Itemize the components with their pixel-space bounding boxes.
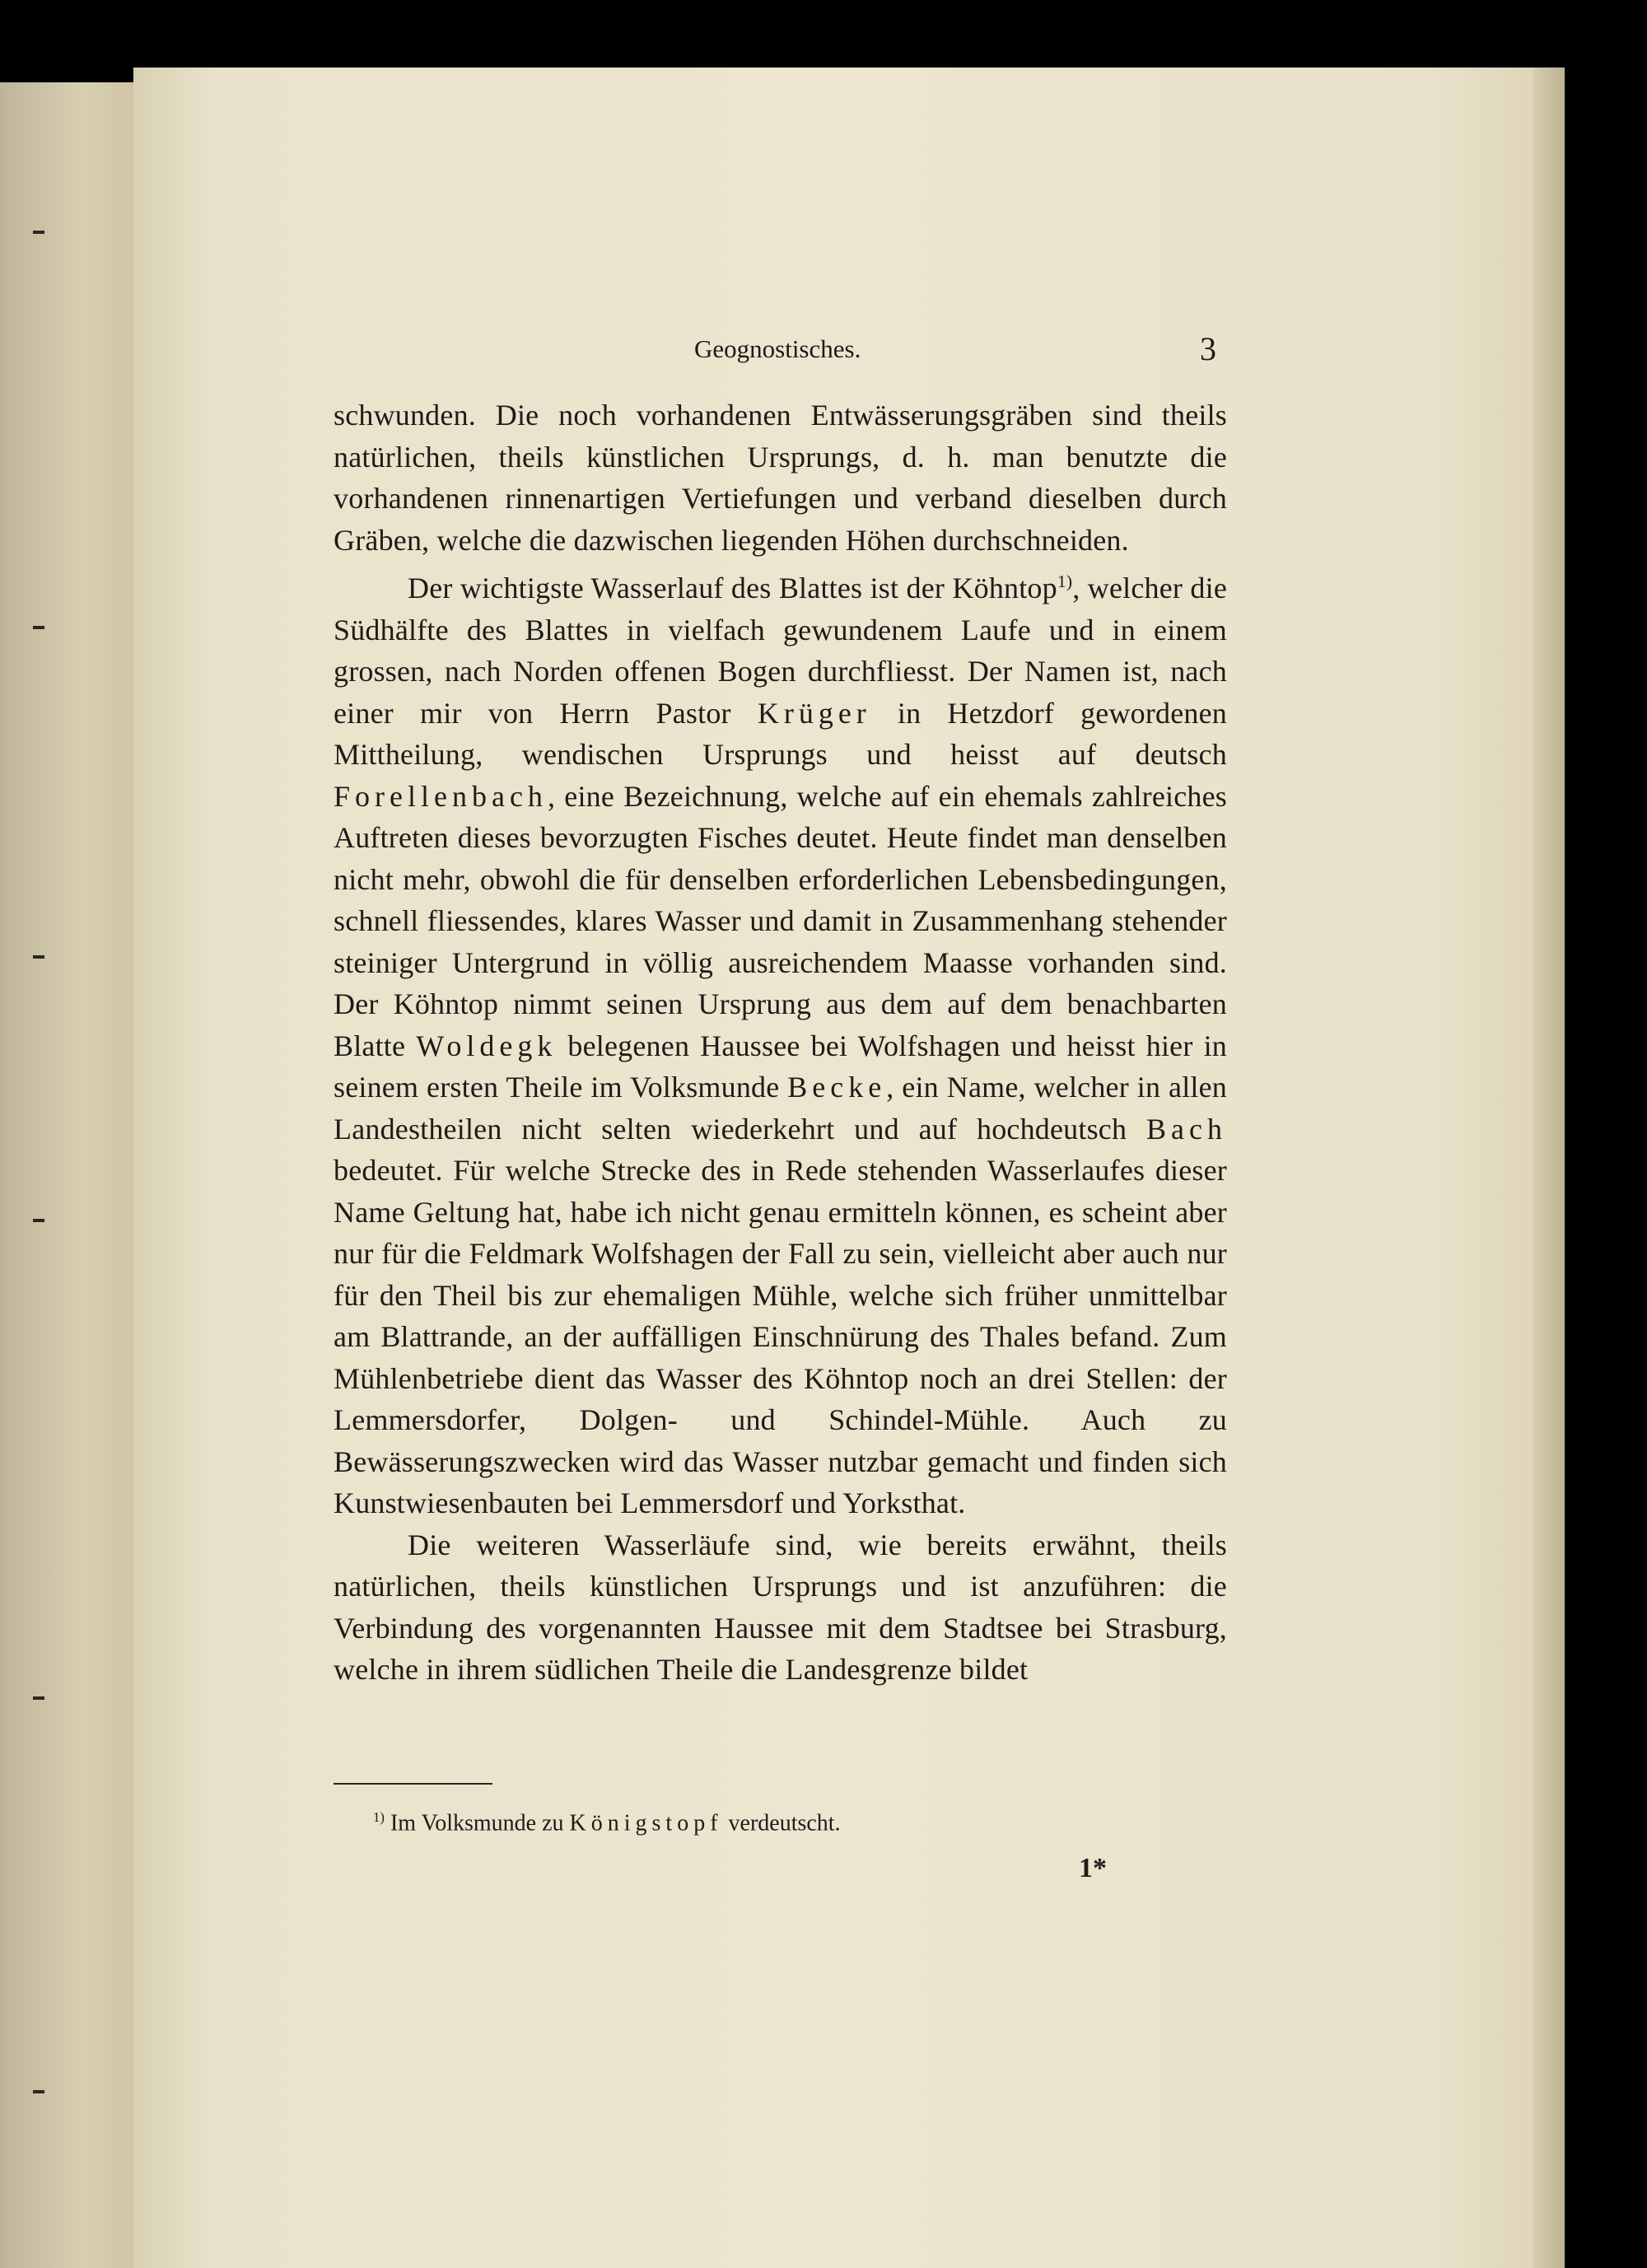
text-run: in Hetzdorf gewordenen Mittheilung, wendischen Ursprungs und heisst auf deutsch <box>334 696 1227 771</box>
text-run: , welcher die Südhälfte des Blattes in vielfach gewundenem Laufe und in einem grossen, nach Norden offenen Bogen durchfliesst. Der Namen ist, nach einer mir von Herrn Pastor <box>334 572 1227 730</box>
edge-mark <box>33 2090 44 2093</box>
text-run: , eine Bezeichnung, welche auf ein ehemals zahlreiches Auftreten dieses bevorzugten Fisches deutet. Heute findet man denselben nicht mehr, obwohl die für denselben erforderlichen Lebensbedingungen, schnell fliessendes, klares Wasser und damit in Zusammenhang stehender steiniger Untergrund in völlig ausreichendem Maasse vorhanden sind. Der Köhntop nimmt seinen Ursprung aus dem auf dem benachbarten Blatte <box>334 779 1227 1062</box>
signature-mark: 1* <box>1079 1853 1107 1883</box>
footnote <box>373 1809 841 1836</box>
edge-mark <box>33 955 44 959</box>
edge-mark <box>33 1696 44 1700</box>
emphasized-term: Forellenbach <box>334 779 548 813</box>
paragraph-3: Die weiteren Wasserläufe sind, wie bereits erwähnt, theils natürlichen, theils künstlichen Ursprungs und ist anzuführen: die Verbindung des vorgenannten Haussee mit dem Stadtsee bei Strasburg, welche in ihrem südlichen Theile die Landesgrenze bildet <box>334 1528 1227 1686</box>
page-number: 3 <box>1200 330 1216 367</box>
footnote-divider <box>334 1783 492 1785</box>
footnote-text: verdeutscht. <box>722 1810 841 1836</box>
text-run: bedeutet. Für welche Strecke des in Rede stehenden Wasserlaufes dieser Name Geltung hat, habe ich nicht genau ermitteln können, es scheint aber nur für die Feldmark Wolfshagen der Fall zu sein, vielleicht aber auch nur für den Theil bis zur ehemaligen Mühle, welche sich früher unmittelbar am Blattrande, an der auffälligen Einschnürung des Thales befand. Zum Mühlenbetriebe dient das Wasser des Köhntop noch an drei Stellen: der Lemmersdorfer, Dolgen- und Schindel-Mühle. Auch zu Bewässerungszwecken wird das Wasser nutzbar gemacht und finden sich Kunstwiesenbauten bei Lemmersdorf und Yorksthat. <box>334 1154 1227 1519</box>
emphasized-term: Becke <box>787 1071 887 1104</box>
footnote-text: Im Volksmunde zu <box>390 1810 570 1836</box>
edge-mark <box>33 626 44 629</box>
text-run: belegenen Haussee bei Wolfshagen und heisst hier in seinem ersten Theile im Volksmunde <box>334 1029 1228 1104</box>
running-title: Geognostisches. <box>694 334 861 363</box>
text-run: Der wichtigste Wasserlauf des Blattes ist der Köhntop <box>408 572 1057 604</box>
facing-page-edge <box>0 82 136 2268</box>
emphasized-term: Woldegk <box>416 1029 558 1062</box>
footnote-ref: 1) <box>1057 572 1073 591</box>
edge-mark <box>33 231 44 234</box>
person-name: Krüger <box>757 696 871 730</box>
page-edge-shadow <box>1533 68 1565 2268</box>
text-run: , ein Name, welcher in allen Landestheilen nicht selten wiederkehrt und auf hochdeutsch <box>334 1071 1227 1146</box>
edge-mark <box>33 1219 44 1222</box>
emphasized-term: Bach <box>1146 1112 1227 1146</box>
paragraph-1: schwunden. Die noch vorhandenen Entwässerungsgräben sind theils natürlichen, theils künstlichen Ursprungs, d. h. man benutzte die vorhandenen rinnenartigen Vertiefungen und verband dieselben durch Gräben, welche die dazwischen liegenden Höhen durchschneiden. <box>334 399 1227 557</box>
body-text <box>334 394 1227 1691</box>
footnote-marker: 1) <box>373 1809 385 1825</box>
running-head <box>0 329 1647 371</box>
footnote-term: Königstopf <box>569 1810 723 1836</box>
paragraph-2 <box>334 561 1227 1524</box>
